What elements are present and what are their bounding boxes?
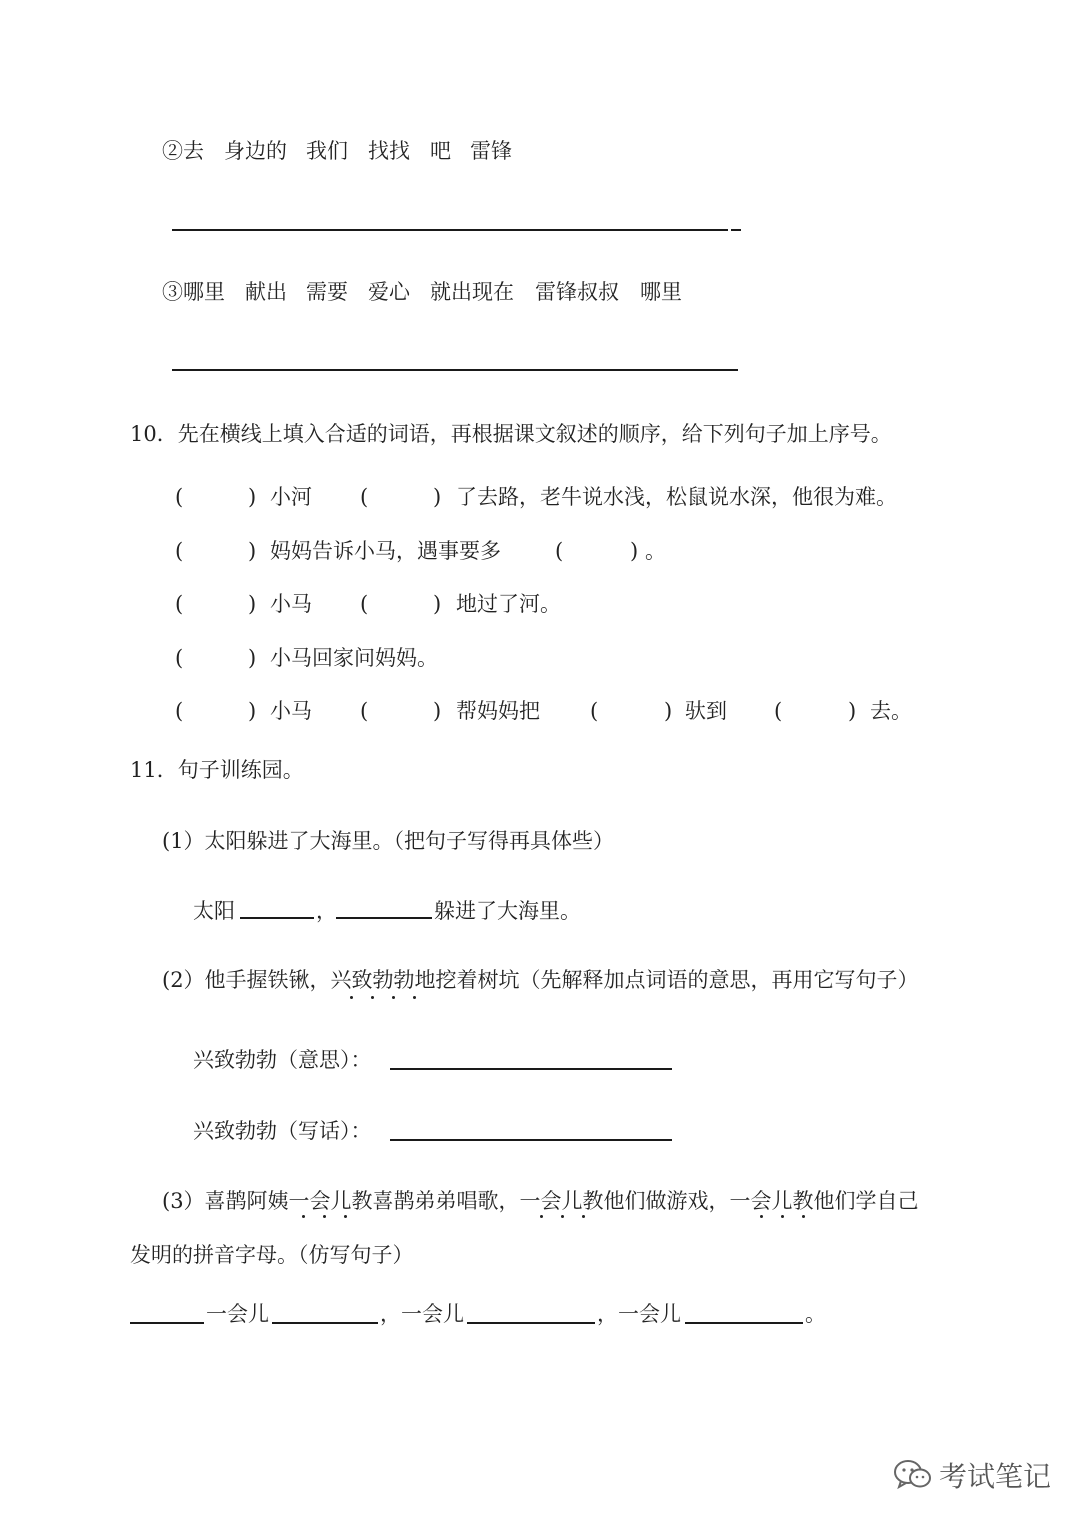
q10-line2-text: 。: [645, 539, 666, 563]
watermark-text: 考试笔记: [939, 1460, 1052, 1493]
q11-p2-prompt: (2）他手握铁锹，兴致勃勃地挖着树坑（先解释加点词语的意思，再用它写句子）: [162, 968, 919, 992]
q10-order-open: (: [175, 539, 184, 563]
emphasis-dot: [392, 996, 395, 999]
q11-p1-comma: ，: [316, 899, 337, 923]
q9-item3-word: 哪里: [640, 280, 682, 304]
q10-blank-open: (: [555, 539, 564, 563]
q10-blank-close: ): [630, 539, 639, 563]
q9-item3-word: ③哪里: [162, 280, 225, 304]
q11-p1-blank-2[interactable]: [336, 917, 432, 919]
q11-p3-prompt-line2: 发明的拼音字母。（仿写句子）: [130, 1243, 414, 1267]
emphasis-dot: [561, 1215, 564, 1218]
q11-p1-answer-start: 太阳: [193, 899, 235, 923]
q10-blank-close: ): [433, 485, 442, 509]
q11-p3-period: 。: [805, 1302, 826, 1326]
emphasis-dot: [344, 1215, 347, 1218]
q11-p2-sentence-label: 兴致勃勃（写话）：: [193, 1119, 372, 1143]
q11-p3-word: 一会儿: [401, 1302, 464, 1326]
watermark: [893, 1455, 1051, 1495]
q9-item2-answer-line-tail: [731, 229, 741, 231]
q11-title: 11．句子训练园。: [130, 758, 304, 782]
q11-p2-sentence-blank[interactable]: [390, 1139, 672, 1141]
q10-blank-close: ): [433, 592, 442, 616]
q10-line3-text: 地过了河。: [456, 592, 561, 616]
q10-blank-close: ): [848, 699, 857, 723]
q11-p1-answer-end: 躲进了大海里。: [434, 899, 581, 923]
q9-item3-word: 就出现在: [430, 280, 514, 304]
q10-order-close: ): [248, 539, 257, 563]
q10-order-close: ): [248, 592, 257, 616]
q10-line2-text: 妈妈告诉小马，遇事要多: [270, 539, 501, 563]
emphasis-dot: [371, 996, 374, 999]
emphasis-dot: [540, 1215, 543, 1218]
q10-blank-open: (: [360, 485, 369, 509]
q10-line5-text: 驮到: [685, 699, 727, 723]
q11-p3-blank-1[interactable]: [130, 1322, 204, 1324]
q11-p3-word: 一会儿: [618, 1302, 681, 1326]
q10-line5-text: 去。: [870, 699, 912, 723]
emphasis-dot: [302, 1215, 305, 1218]
q10-order-close: ): [248, 646, 257, 670]
q11-p2-meaning-label: 兴致勃勃（意思）：: [193, 1048, 372, 1072]
q11-p3-comma: ，: [380, 1302, 401, 1326]
q9-item3-word: 献出: [245, 280, 287, 304]
q9-item3-answer-line[interactable]: [172, 369, 738, 371]
q10-order-open: (: [175, 646, 184, 670]
emphasis-dot: [350, 996, 353, 999]
emphasis-dot: [781, 1215, 784, 1218]
q11-p1-prompt: (1）太阳躲进了大海里。（把句子写得再具体些）: [162, 829, 615, 853]
wechat-icon: [893, 1458, 933, 1492]
q11-p3-blank-4[interactable]: [685, 1322, 803, 1324]
q10-order-close: ): [248, 699, 257, 723]
q10-title: 10．先在横线上填入合适的词语，再根据课文叙述的顺序，给下列句子加上序号。: [130, 422, 892, 446]
q11-p3-blank-3[interactable]: [467, 1322, 595, 1324]
q9-item2-word: 雷锋: [470, 139, 512, 163]
q10-order-open: (: [175, 485, 184, 509]
q11-p2-meaning-blank[interactable]: [390, 1068, 672, 1070]
q10-line1-text: 了去路，老牛说水浅，松鼠说水深，他很为难。: [456, 485, 897, 509]
q10-blank-close: ): [664, 699, 673, 723]
q9-item2-word: 吧: [430, 139, 451, 163]
q10-line4-text: 小马回家问妈妈。: [270, 646, 438, 670]
q10-line5-text: 小马: [270, 699, 312, 723]
emphasis-dot: [582, 1215, 585, 1218]
emphasis-dot: [802, 1215, 805, 1218]
q10-blank-open: (: [360, 592, 369, 616]
emphasis-dot: [760, 1215, 763, 1218]
q11-p3-prompt-line1: (3）喜鹊阿姨一会儿教喜鹊弟弟唱歌，一会儿教他们做游戏，一会儿教他们学自己: [162, 1189, 919, 1213]
q9-item2-word: 身边的: [224, 139, 287, 163]
q9-item3-word: 雷锋叔叔: [535, 280, 619, 304]
q10-blank-close: ): [433, 699, 442, 723]
q9-item3-word: 需要: [306, 280, 348, 304]
emphasis-dot: [323, 1215, 326, 1218]
q10-order-open: (: [175, 699, 184, 723]
q10-line5-text: 帮妈妈把: [456, 699, 540, 723]
q10-blank-open: (: [774, 699, 783, 723]
q9-item2-word: 我们: [306, 139, 348, 163]
q10-blank-open: (: [590, 699, 599, 723]
q11-p3-comma: ，: [597, 1302, 618, 1326]
q10-line1-text: 小河: [270, 485, 312, 509]
q9-item3-word: 爱心: [368, 280, 410, 304]
q10-order-open: (: [175, 592, 184, 616]
q11-p3-blank-2[interactable]: [272, 1322, 378, 1324]
q9-item2-word: 找找: [368, 139, 410, 163]
q11-p3-word: 一会儿: [206, 1302, 269, 1326]
q9-item2-word: ②去: [162, 139, 204, 163]
emphasis-dot: [413, 996, 416, 999]
q10-blank-open: (: [360, 699, 369, 723]
q10-order-close: ): [248, 485, 257, 509]
q9-item2-answer-line[interactable]: [172, 229, 728, 231]
q11-p1-blank-1[interactable]: [240, 917, 314, 919]
q10-line3-text: 小马: [270, 592, 312, 616]
